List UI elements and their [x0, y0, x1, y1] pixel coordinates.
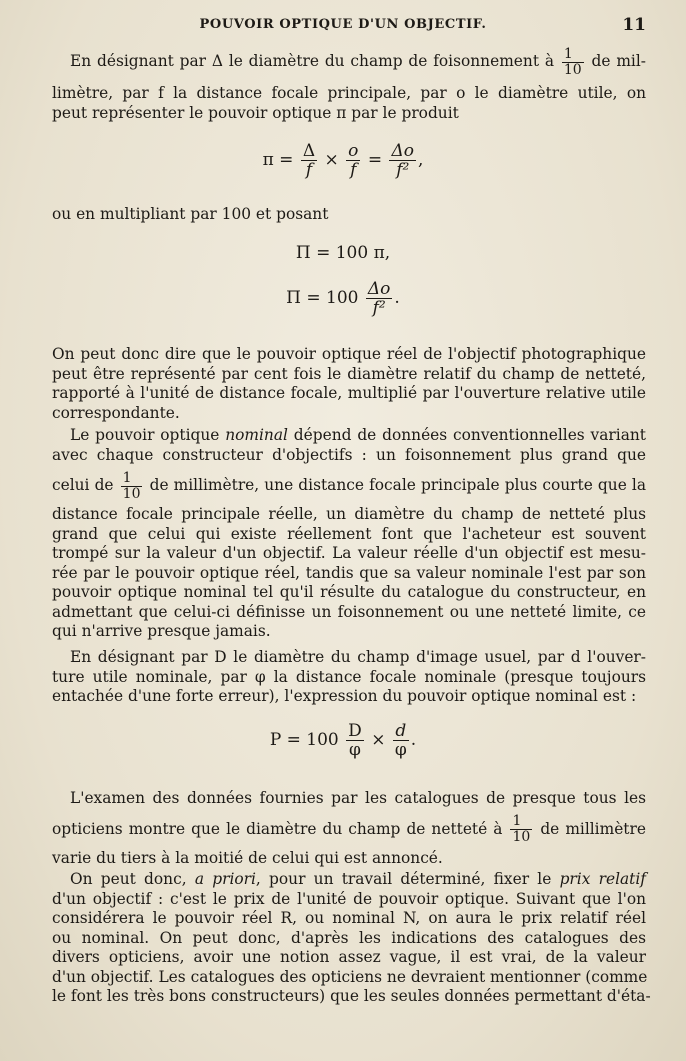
text-run: dépend de données conventionnelles variant	[293, 426, 646, 444]
fraction	[389, 142, 416, 179]
fraction-denominator: f²	[396, 160, 410, 180]
fraction-numerator: Δo	[391, 141, 414, 161]
fraction-numerator: Δ	[302, 141, 316, 161]
emphasis: prix relatif	[559, 870, 646, 888]
paragraph-2	[52, 205, 646, 225]
fraction-numerator: 1	[562, 47, 584, 63]
text-run: Le pouvoir optique	[70, 426, 220, 444]
fraction-numerator: Δo	[367, 279, 391, 299]
fraction-numerator: D	[348, 721, 362, 741]
paragraph-line	[52, 809, 646, 849]
text-run: On peut donc,	[70, 870, 187, 888]
formula-pi	[0, 142, 686, 179]
paragraph-5	[52, 648, 646, 707]
paragraph-line: considérera le pouvoir réel R, ou nominal N, on aura le prix relatif réel	[52, 909, 646, 927]
paragraph-3	[52, 345, 646, 423]
fraction	[562, 47, 584, 78]
text-run: , pour un travail déterminé, fixer le	[255, 870, 552, 888]
paragraph-line: rée par le pouvoir optique réel, tandis que sa valeur nominale l'est par son	[52, 563, 646, 582]
paragraph-line: avec chaque constructeur d'objectifs : un foisonnement plus grand que	[52, 445, 646, 464]
formula-text: Π = 100	[286, 288, 359, 308]
formula-text: .	[410, 730, 417, 750]
paragraph-line: En désignant par D le diamètre du champ d'image usuel, par d l'ouver-	[70, 648, 646, 666]
running-title: POUVOIR OPTIQUE D'UN OBJECTIF.	[199, 17, 487, 32]
fraction	[393, 722, 409, 759]
paragraph-line: trompé sur la valeur d'un objectif. La valeur réelle d'un objectif est mesu-	[52, 544, 646, 562]
paragraph-line: peut représenter le pouvoir optique π par le produit	[52, 103, 459, 122]
paragraph-line	[52, 870, 646, 890]
fraction-denominator: f	[305, 160, 313, 180]
paragraph-line: qui n'arrive presque jamais.	[52, 622, 271, 640]
paragraph-line: distance focale principale réelle, un diamètre du champ de netteté plus	[52, 505, 646, 523]
paragraph-line: ture utile nominale, par φ la distance focale nominale (presque toujours	[52, 667, 646, 686]
running-head	[0, 12, 686, 36]
paragraph-line: d'un objectif : c'est le prix de l'unité de pouvoir optique. Suivant que l'on	[52, 889, 646, 908]
formula-text: =	[367, 150, 383, 170]
paragraph-line: L'examen des données fournies par les catalogues de presque tous les	[70, 789, 646, 807]
paragraph-line: varie du tiers à la moitié de celui qui est annoncé.	[52, 848, 443, 867]
emphasis: nominal	[225, 426, 288, 444]
paragraph-line: correspondante.	[52, 403, 180, 422]
fraction-denominator: f	[350, 160, 357, 180]
fraction	[121, 471, 143, 502]
paragraph-line: On peut donc dire que le pouvoir optique réel de l'objectif photographique	[52, 345, 646, 363]
paragraph-line: ou en multipliant par 100 et posant	[52, 205, 329, 223]
text-run: de millimètre, une distance focale principale plus courte que la	[149, 476, 646, 494]
paragraph-line: rapporté à l'unité de distance focale, multiplié par l'ouverture relative utile	[52, 384, 646, 402]
fraction-numerator: o	[348, 141, 359, 161]
paragraph-line: le font les très bons constructeurs) que les seules données permettant d'éta-	[52, 987, 651, 1005]
paragraph-line: limètre, par f la distance focale principale, par o le diamètre utile, on	[52, 84, 646, 102]
text-run: de mil-	[591, 52, 646, 70]
paragraph-line	[52, 426, 646, 446]
fraction	[510, 814, 532, 845]
fraction-numerator: 1	[121, 471, 143, 487]
fraction	[301, 142, 317, 179]
fraction-numerator: d	[393, 722, 409, 741]
page-number: 11	[622, 15, 646, 35]
formula-capital-pi	[0, 243, 686, 263]
text-run: de millimètre	[540, 819, 646, 838]
formula-text: π =	[262, 150, 294, 170]
fraction-denominator: 10	[512, 829, 531, 845]
paragraph-line: admettant que celui-ci définisse un foisonnement ou une netteté limite, ce	[52, 602, 646, 621]
paragraph-line: grand que celui qui existe réellement font que l'acheteur est souvent	[52, 524, 646, 543]
paragraph-line: entachée d'une forte erreur), l'expression du pouvoir optique nominal est :	[52, 687, 637, 705]
paragraph-line	[52, 44, 646, 78]
fraction-denominator: 10	[122, 485, 141, 502]
formula-text: P = 100	[269, 730, 339, 750]
paragraph-line: peut être représenté par cent fois le diamètre relatif du champ de netteté,	[52, 364, 646, 383]
paragraph-line: d'un objectif. Les catalogues des opticiens ne devraient mentionner (comme	[52, 967, 648, 986]
emphasis: a priori	[194, 870, 256, 888]
fraction-numerator: 1	[510, 814, 532, 830]
paragraph-line: divers opticiens, avoir une notion assez vague, il est vrai, de la valeur	[52, 948, 646, 966]
paragraph-line: ou nominal. On peut donc, d'après les indications des catalogues des	[52, 928, 646, 947]
paragraph-1	[52, 44, 646, 123]
formula-capital-pi-expanded	[0, 280, 686, 317]
paragraph-line: pouvoir optique nominal tel qu'il résulte du catalogue du constructeur, en	[52, 583, 646, 601]
fraction-denominator: f²	[372, 298, 386, 318]
paragraph-7	[52, 870, 651, 1007]
fraction	[366, 280, 393, 317]
text-run: opticiens montre que le diamètre du champ de netteté à	[52, 819, 503, 838]
paragraph-4	[52, 426, 646, 642]
formula-text: ×	[371, 730, 386, 750]
paragraph-line	[52, 465, 646, 505]
text-run: En désignant par Δ le diamètre du champ de foisonnement à	[70, 52, 555, 70]
fraction-denominator: φ	[349, 740, 361, 760]
fraction	[346, 722, 364, 759]
fraction-denominator: φ	[394, 740, 407, 760]
formula-text: ,	[418, 150, 424, 170]
fraction-denominator: 10	[563, 61, 582, 78]
fraction	[346, 142, 360, 179]
formula-nominal-power	[0, 722, 686, 759]
formula-text: ×	[324, 150, 339, 170]
formula-text: .	[394, 288, 400, 308]
formula-text: Π = 100 π,	[295, 243, 391, 263]
text-run: celui de	[52, 476, 114, 494]
paragraph-6	[52, 789, 646, 868]
